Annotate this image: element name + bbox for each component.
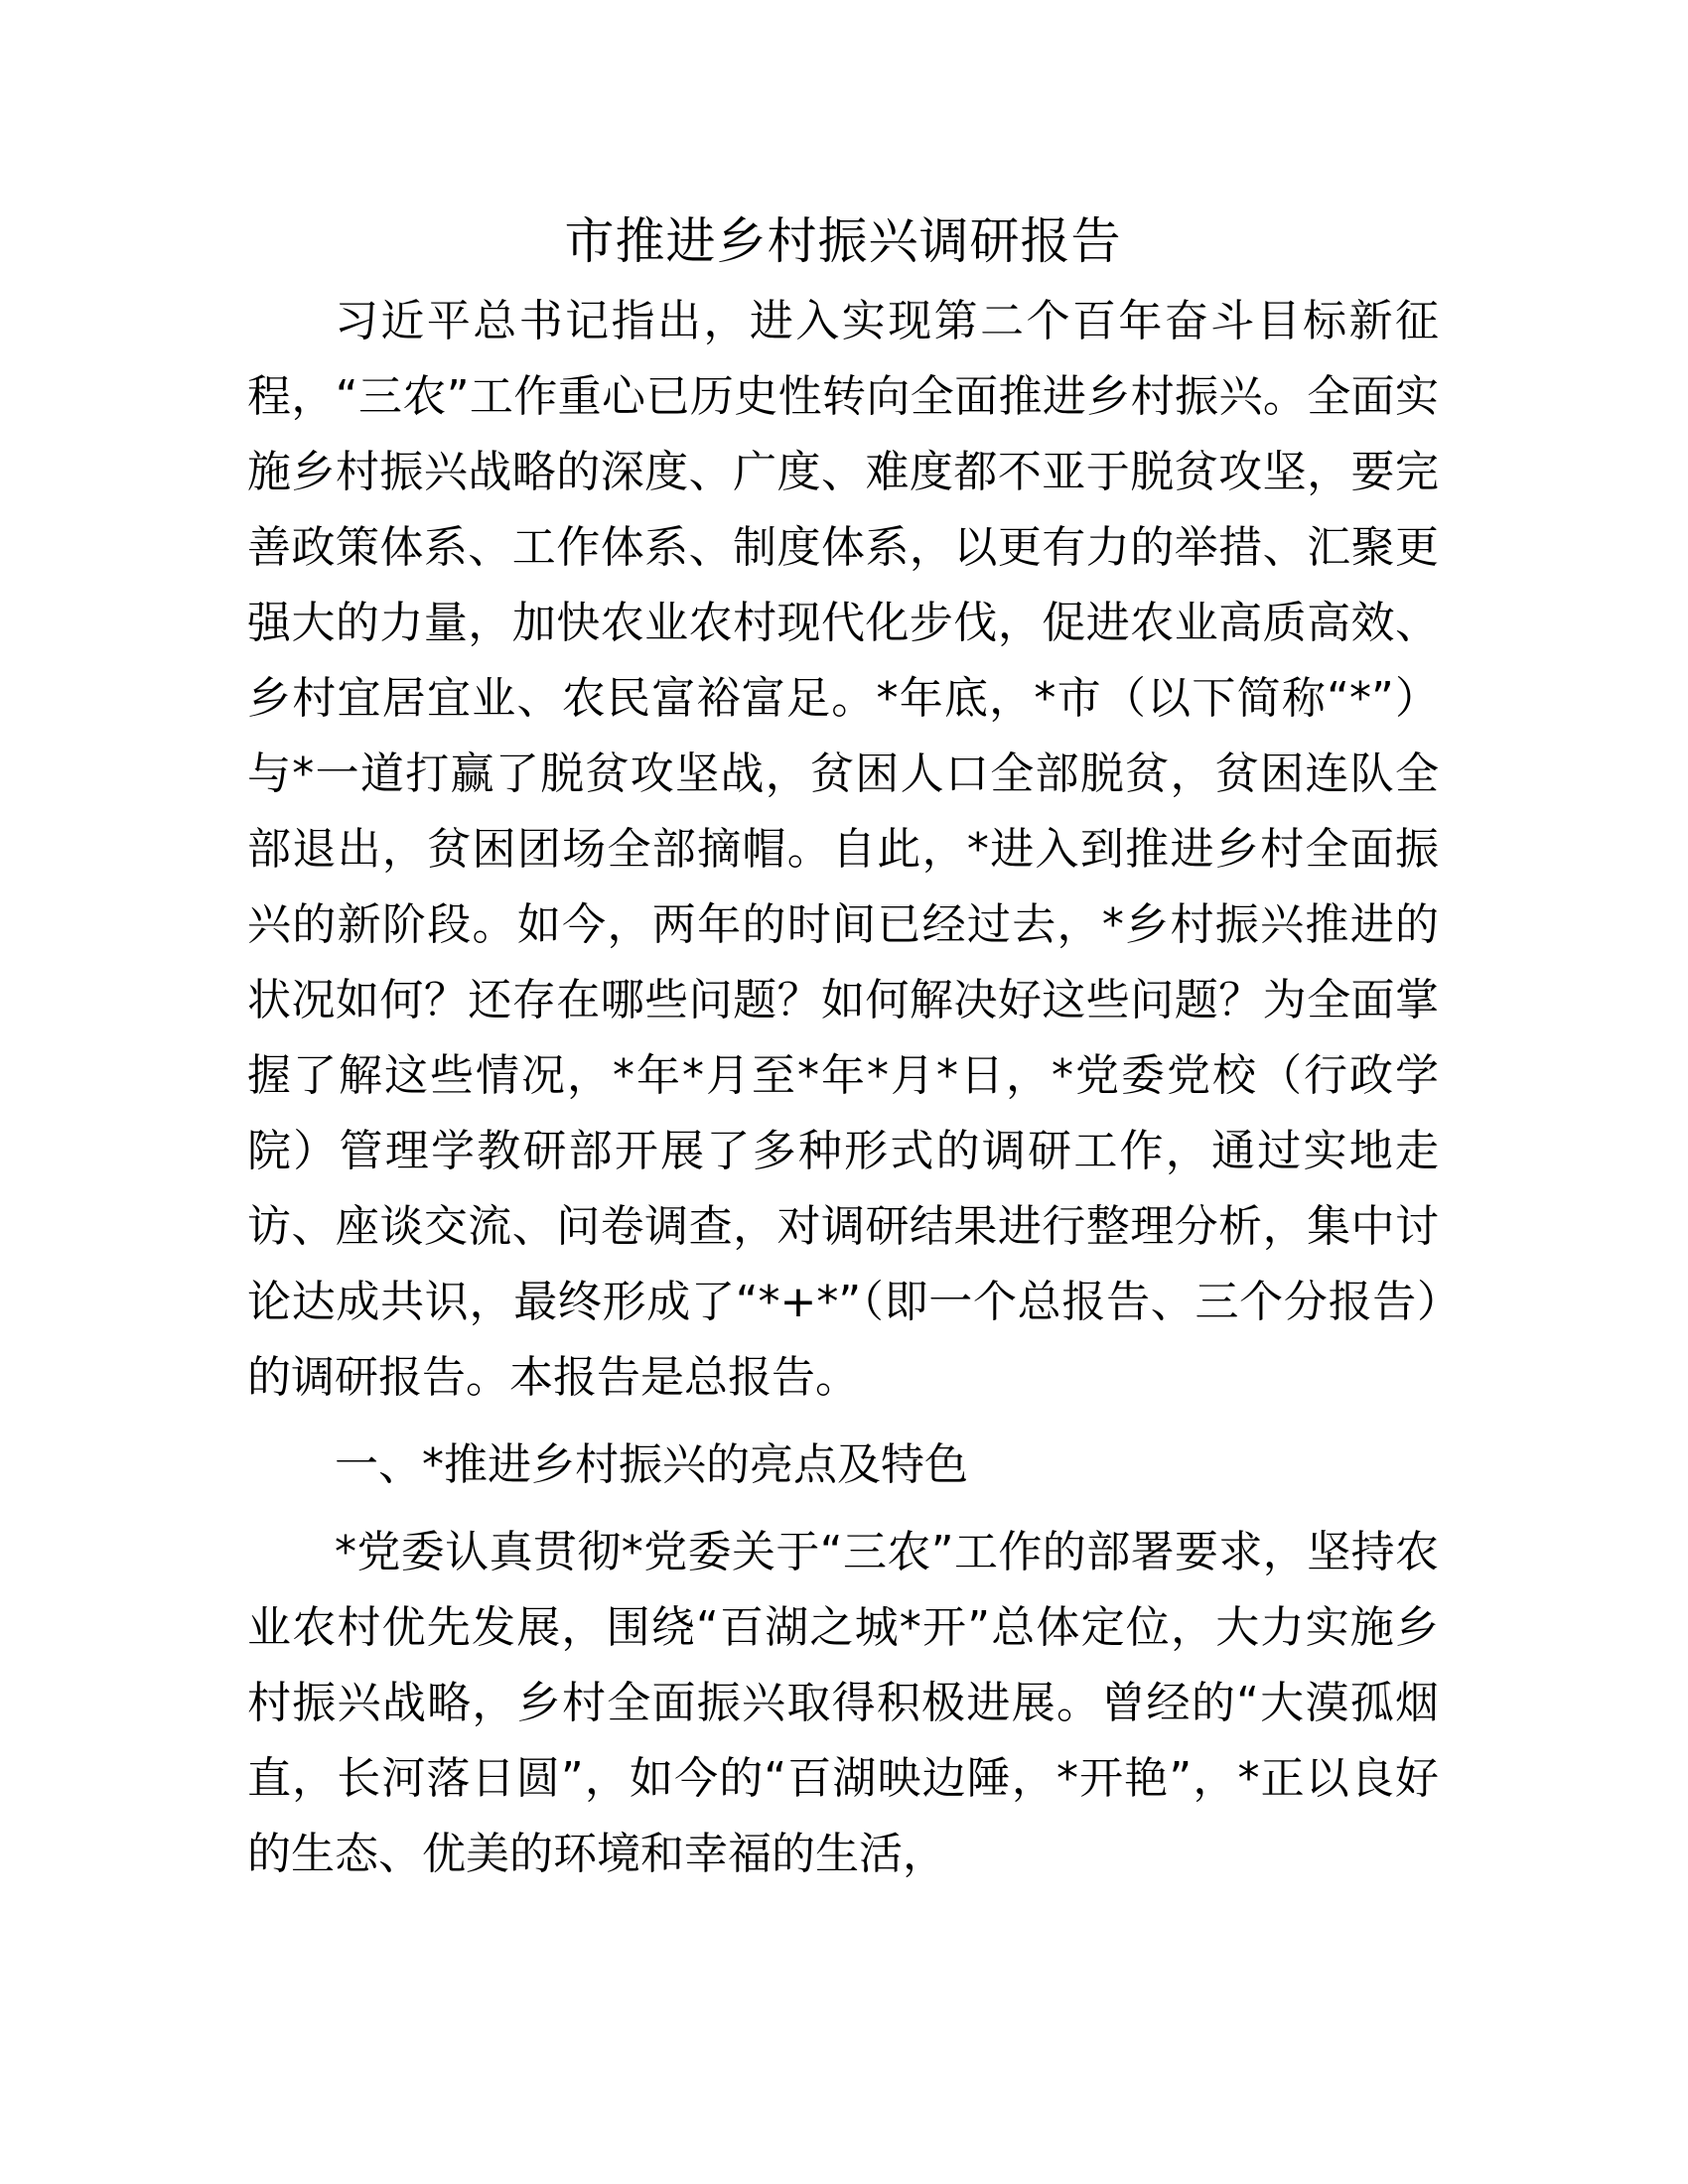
section-heading: 一、*推进乡村振兴的亮点及特色	[335, 1439, 968, 1490]
paragraph-gap	[247, 1507, 1439, 1515]
paragraph-gap	[247, 1416, 1439, 1424]
intro-paragraph: 习近平总书记指出，进入实现第二个百年奋斗目标新征程，“三农”工作重心已历史性转向全面推进乡村振兴。全面实施乡村振兴战略的深度、广度、难度都不亚于脱贫攻坚，要完善政策体系、工作体系、制度体系，以更有力的举措、汇聚更强大的力量，加快农业农村现代化步伐，促进农业高质高效、乡村宜居宜业、农民富裕富足。*年底，*市（以下简称“*”）与*一道打赢了脱贫攻坚战，贫困人口全部脱贫，贫困连队全部退出，贫困团场全部摘帽。自此，*进入到推进乡村全面振兴的新阶段。如今，两年的时间已经过去，*乡村振兴推进的状况如何？还存在哪些问题？如何解决好这些问题？为全面掌握了解这些情况，*年*月至*年*月*日，*党委党校（行政学院）管理学教研部开展了多种形式的调研工作，通过实地走访、座谈交流、问卷调查，对调研结果进行整理分析，集中讨论达成共识，最终形成了“*+*”（即一个总报告、三个分报告）的调研报告。本报告是总报告。	[247, 296, 1439, 1403]
section-paragraph: *党委认真贯彻*党委关于“三农”工作的部署要求，坚持农业农村优先发展，围绕“百湖之城*开”总体定位，大力实施乡村振兴战略，乡村全面振兴取得积极进展。曾经的“大漠孤烟直，长河落日圆”，如今的“百湖映边陲，*开艳”，*正以良好的生态、优美的环境和幸福的生活，	[247, 1527, 1439, 1879]
document-title: 市推进乡村振兴调研报告	[564, 212, 1122, 270]
document-body	[247, 199, 1439, 1892]
